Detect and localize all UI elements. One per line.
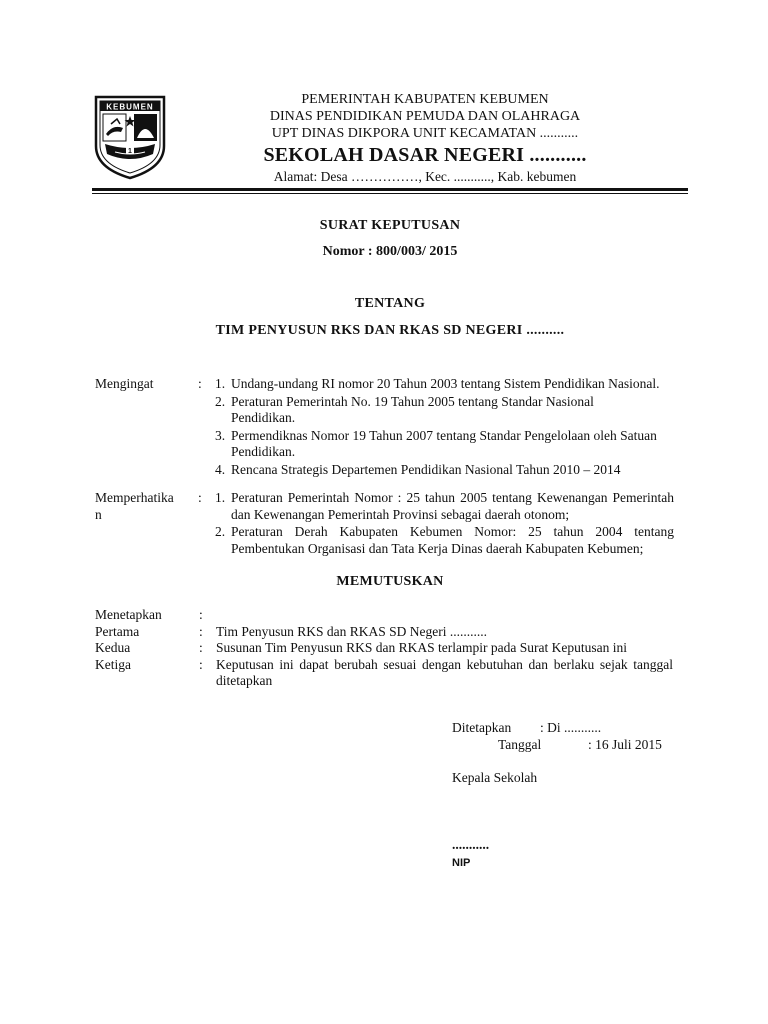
decision-row-pertama: Pertama : Tim Penyusun RKS dan RKAS SD Negeri ...........	[95, 623, 488, 639]
signatory-name: ...........	[452, 837, 490, 852]
header-divider-thin	[92, 193, 688, 194]
mengingat-list	[215, 376, 674, 478]
signatory-role: Kepala Sekolah	[452, 770, 538, 785]
memperhatikan-list	[215, 490, 674, 557]
svg-text:1: 1	[128, 148, 132, 155]
ditetapkan-line: Ditetapkan : Di ...........	[452, 720, 602, 735]
mengingat-colon: :	[198, 376, 202, 391]
decision-row-ketiga: Ketiga : Keputusan ini dapat berubah sesuai dengan kebutuhan dan berlaku sejak tanggal ditetapkan	[95, 656, 673, 688]
decision-row-menetapkan: Menetapkan :	[95, 607, 203, 622]
kebumen-emblem-logo	[93, 94, 167, 180]
document-title: SURAT KEPUTUSAN	[319, 218, 461, 233]
decision-list	[95, 607, 675, 690]
list-item: 1. Peraturan Pemerintah Nomor : 25 tahun 2005 tentang Kewenangan Pemerintah dan Kewenangan Pemerintah Provinsi sebagai daerah otonom;	[215, 490, 674, 522]
document-number: Nomor : 800/003/ 2015	[322, 244, 458, 259]
mengingat-section	[95, 376, 675, 476]
list-item: 3. Permendiknas Nomor 19 Tahun 2007 tentang Standar Pengelolaan oleh Satuan Pendidikan.	[215, 427, 657, 459]
upt-line: UPT DINAS DIKPORA UNIT KECAMATAN ...........	[271, 126, 579, 141]
memutuskan-heading: MEMUTUSKAN	[336, 574, 444, 589]
letterhead	[230, 91, 620, 185]
school-name: SEKOLAH DASAR NEGERI ...........	[263, 144, 587, 166]
list-item: 1. Undang-undang RI nomor 20 Tahun 2003 tentang Sistem Pendidikan Nasional.	[215, 376, 660, 391]
memperhatikan-label: Memperhatika n	[95, 490, 174, 522]
tanggal-line: Tanggal : 16 Juli 2015	[498, 737, 662, 752]
list-item: 4. Rencana Strategis Departemen Pendidikan Nasional Tahun 2010 – 2014	[215, 461, 621, 477]
school-address: Alamat: Desa ……………, Kec. ..........., Kab. kebumen	[273, 169, 577, 184]
list-item: 2. Peraturan Derah Kabupaten Kebumen Nomor: 25 tahun 2004 tentang Pembentukan Organisasi dan Tata Kerja Dinas daerah Kabupaten Kebumen;	[215, 524, 674, 556]
department-line: DINAS PENDIDIKAN PEMUDA DAN OLAHRAGA	[269, 109, 581, 124]
memperhatikan-colon: :	[198, 490, 202, 505]
header-divider-thick	[92, 188, 688, 191]
memperhatikan-section	[95, 490, 675, 560]
list-item: 2. Peraturan Pemerintah No. 19 Tahun 2005 tentang Standar Nasional Pendidikan.	[215, 393, 594, 425]
signatory-nip: NIP	[452, 857, 471, 869]
decision-row-kedua: Kedua : Susunan Tim Penyusun RKS dan RKAS terlampir pada Surat Keputusan ini	[95, 640, 627, 655]
tentang-heading: TENTANG	[354, 296, 426, 311]
document-subject: TIM PENYUSUN RKS DAN RKAS SD NEGERI ..........	[215, 323, 565, 338]
svg-text:KEBUMEN: KEBUMEN	[106, 102, 154, 112]
mengingat-label: Mengingat	[95, 376, 154, 391]
govt-line: PEMERINTAH KABUPATEN KEBUMEN	[301, 92, 549, 107]
